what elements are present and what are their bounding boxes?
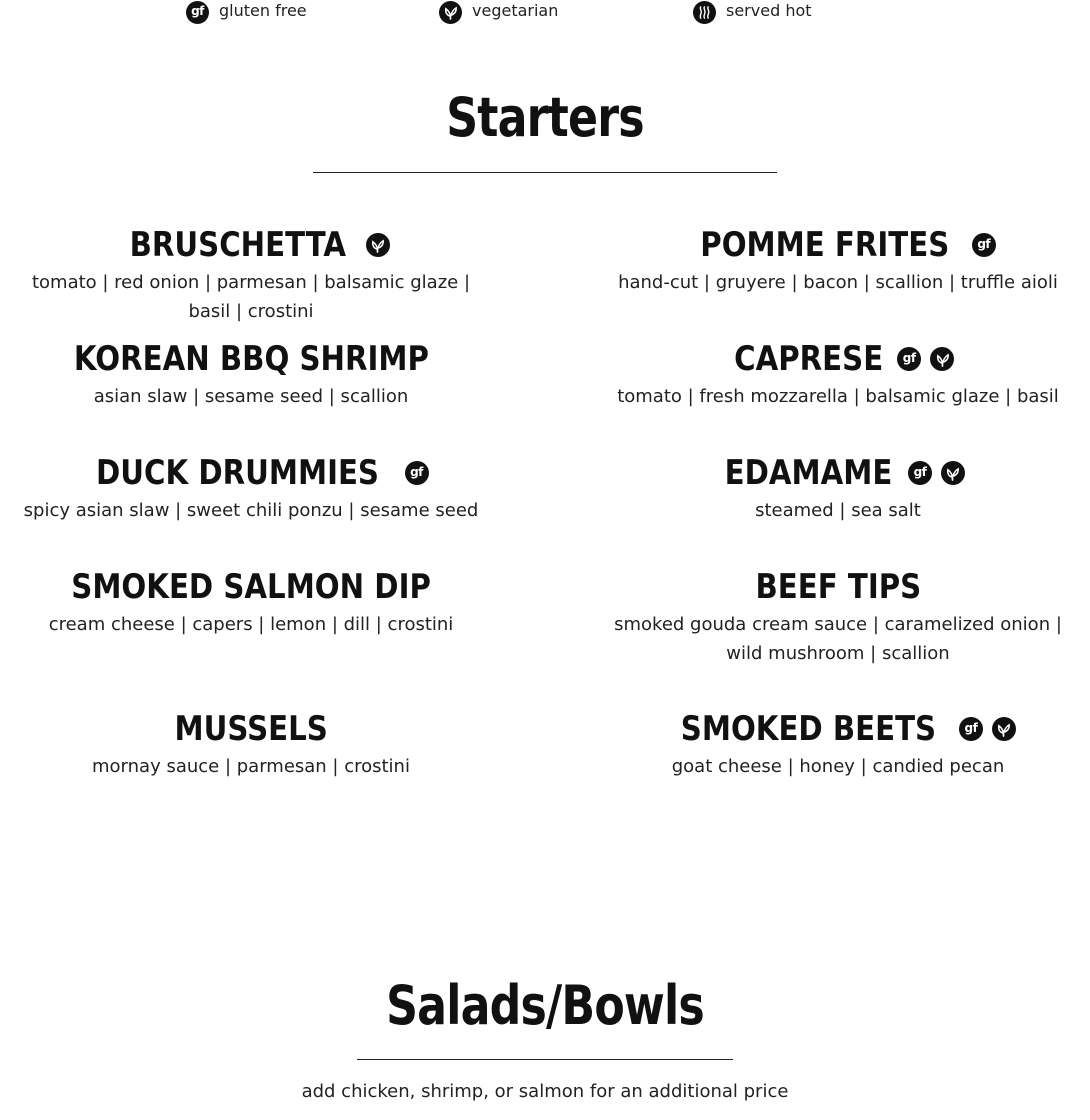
menu-item-edamame	[598, 452, 1078, 525]
dish-description: spicy asian slaw | sweet chili ponzu | sesame seed	[23, 500, 479, 521]
dish-name: SMOKED BEETS	[680, 709, 937, 749]
salads-add-protein-note: add chicken, shrimp, or salmon for an additional price	[301, 1081, 789, 1102]
menu-item-beef-tips	[598, 566, 1078, 668]
menu-item-bruschetta	[10, 224, 492, 326]
gluten-free-icon: gf	[405, 461, 429, 485]
gluten-free-icon: gf	[972, 233, 996, 257]
dish-name: BRUSCHETTA	[129, 225, 347, 265]
dish-description: asian slaw | sesame seed | scallion	[93, 386, 409, 407]
dish-description: mornay sauce | parmesan | crostini	[92, 756, 410, 777]
vegetarian-icon	[366, 233, 390, 257]
dish-name: KOREAN BBQ SHRIMP	[73, 339, 429, 379]
menu-item-caprese	[598, 338, 1078, 411]
gluten-free-icon: gf	[186, 1, 209, 24]
dish-name: BEEF TIPS	[755, 567, 921, 607]
dish-name: DUCK DRUMMIES	[96, 453, 380, 493]
gluten-free-icon: gf	[959, 717, 983, 741]
vegetarian-icon	[992, 717, 1016, 741]
section-divider	[357, 1059, 733, 1060]
dish-name: CAPRESE	[733, 339, 884, 379]
dish-name: POMME FRITES	[700, 225, 950, 265]
vegetarian-icon	[941, 461, 965, 485]
dish-description: smoked gouda cream sauce | caramelized onion | wild mushroom | scallion	[614, 614, 1062, 664]
dish-description: tomato | red onion | parmesan | balsamic glaze | basil | crostini	[31, 272, 471, 322]
dish-description: goat cheese | honey | candied pecan	[671, 756, 1005, 777]
dish-description: steamed | sea salt	[755, 500, 921, 521]
gluten-free-icon: gf	[908, 461, 932, 485]
legend-label: vegetarian	[472, 0, 559, 20]
menu-item-mussels	[10, 708, 492, 781]
menu-item-pomme-frites	[598, 224, 1078, 297]
legend-label: gluten free	[219, 0, 307, 20]
dish-description: cream cheese | capers | lemon | dill | crostini	[48, 614, 454, 635]
vegetarian-icon	[930, 347, 954, 371]
menu-item-duck-drummies	[10, 452, 492, 525]
menu-item-smoked-beets	[598, 708, 1078, 781]
menu-item-smoked-salmon-dip	[10, 566, 492, 639]
section-title-starters: Starters	[446, 86, 644, 149]
legend-item-vegetarian	[439, 0, 558, 24]
section-divider	[313, 172, 777, 173]
gluten-free-icon: gf	[897, 347, 921, 371]
dish-description: hand-cut | gruyere | bacon | scallion | truffle aioli	[618, 272, 1058, 293]
dietary-legend	[0, 0, 1090, 24]
dish-name: EDAMAME	[724, 453, 893, 493]
legend-item-gluten-free	[186, 0, 307, 24]
dish-name: MUSSELS	[174, 709, 328, 749]
vegetarian-icon	[439, 1, 462, 24]
legend-item-served-hot	[693, 0, 812, 24]
dish-name: SMOKED SALMON DIP	[71, 567, 431, 607]
legend-label: served hot	[726, 0, 812, 20]
dish-description: tomato | fresh mozzarella | balsamic glaze | basil	[617, 386, 1059, 407]
section-title-salads-bowls: Salads/Bowls	[386, 974, 704, 1037]
served-hot-icon	[693, 1, 716, 24]
menu-item-korean-bbq-shrimp	[10, 338, 492, 411]
